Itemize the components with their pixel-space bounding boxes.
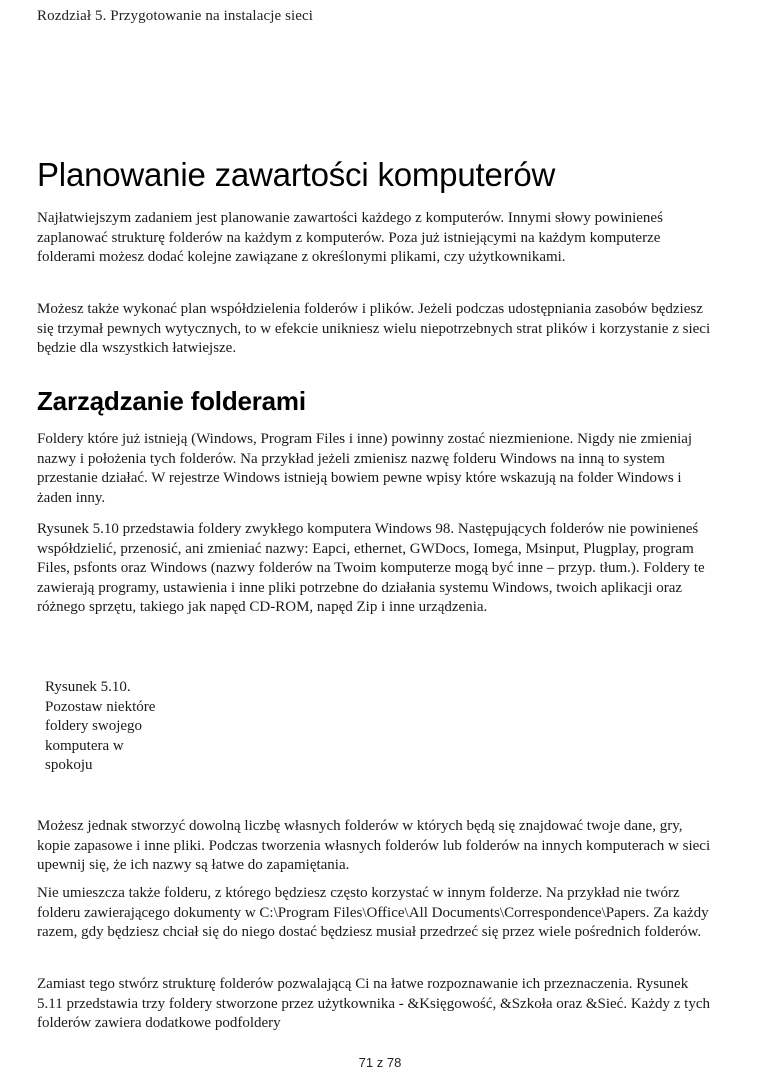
- figure-caption-line: foldery swojego: [45, 718, 143, 734]
- paragraph-folders-3: Możesz jednak stworzyć dowolną liczbę własnych folderów w których będą się znajdować twoje dane, gry, kopie zapasowe i inne pliki. Podczas tworzenia własnych folderów lub folderów na innych komputerach w sieci upewnij się, że ich nazwy są łatwe do zapamiętania.: [37, 818, 711, 873]
- figure-caption-line: Pozostaw niektóre: [45, 698, 156, 715]
- section-heading-planning: Planowanie zawartości komputerów: [37, 156, 556, 193]
- paragraph-planning-2: Możesz także wykonać plan współdzielenia folderów i plików. Jeżeli podczas udostępniania zasobów będziesz się trzymał pewnych wytycznych, to w efekcie unikniesz wielu niepotrzebnych strat plików i korzystanie z sieci będzie dla wszystkich łatwiejsze.: [37, 301, 711, 356]
- paragraph-folders-5: Zamiast tego stwórz strukturę folderów pozwalającą Ci na łatwe rozpoznawanie ich przeznaczenia. Rysunek 5.11 przedstawia trzy foldery stworzone przez użytkownika - &Księgowość, &Szkoła oraz &Sieć. Każdy z tych folderów zawiera dodatkowe podfoldery: [37, 976, 710, 1031]
- figure-caption-line: Rysunek 5.10.: [45, 679, 131, 695]
- paragraph-folders-2: Rysunek 5.10 przedstawia foldery zwykłego komputera Windows 98. Następujących folderów nie powinieneś współdzielić, przenosić, ani zmieniać nazwy: Eapci, ethernet, GWDocs, Iomega, Msinput, Plugplay, program Files, psfonts oraz Windows (nazwy folderów na Twoim komputerze mogą być inne – przyp. tłum.). Foldery te zawierają programy, ustawienia i inne pliki potrzebne do działania systemu Windows, twoich aplikacji oraz różnego sprzętu, takiego jak napęd CD-ROM, napęd Zip i inne urządzenia.: [37, 521, 705, 615]
- figure-caption-line: spokoju: [45, 757, 93, 773]
- page-number: 71 z 78: [358, 1055, 402, 1070]
- paragraph-planning-1: Najłatwiejszym zadaniem jest planowanie zawartości każdego z komputerów. Innymi słowy powinieneś zaplanować strukturę folderów na każdym z komputerów. Poza już istniejącymi na każdym komputerze folderami możesz dodać kolejne zawiązane z określonymi plikami, czy użytkownikami.: [37, 210, 663, 265]
- section-heading-folders: Zarządzanie folderami: [37, 386, 306, 416]
- paragraph-folders-1: Foldery które już istnieją (Windows, Program Files i inne) powinny zostać niezmienione. Nigdy nie zmieniaj nazwy i położenia tych folderów. Na przykład jeżeli zmienisz nazwę folderu Windows na inną to system przestanie działać. W rejestrze Windows istnieją bowiem pewne wpisy które wskazują na folder Windows i żaden inny.: [37, 431, 693, 506]
- figure-caption-line: komputera w: [45, 737, 124, 754]
- running-header: Rozdział 5. Przygotowanie na instalacje sieci: [37, 8, 314, 24]
- figure-caption: [45, 678, 195, 776]
- paragraph-folders-4: Nie umieszcza także folderu, z którego będziesz często korzystać w innym folderze. Na przykład nie twórz folderu zawierającego dokumenty w C:\Program Files\Office\All Documents\Correspondence\Papers. Za każdy razem, gdy będziesz chciał się do niego dostać będziesz musiał przedrzeć się przez wiele pośrednich folderów.: [37, 885, 709, 940]
